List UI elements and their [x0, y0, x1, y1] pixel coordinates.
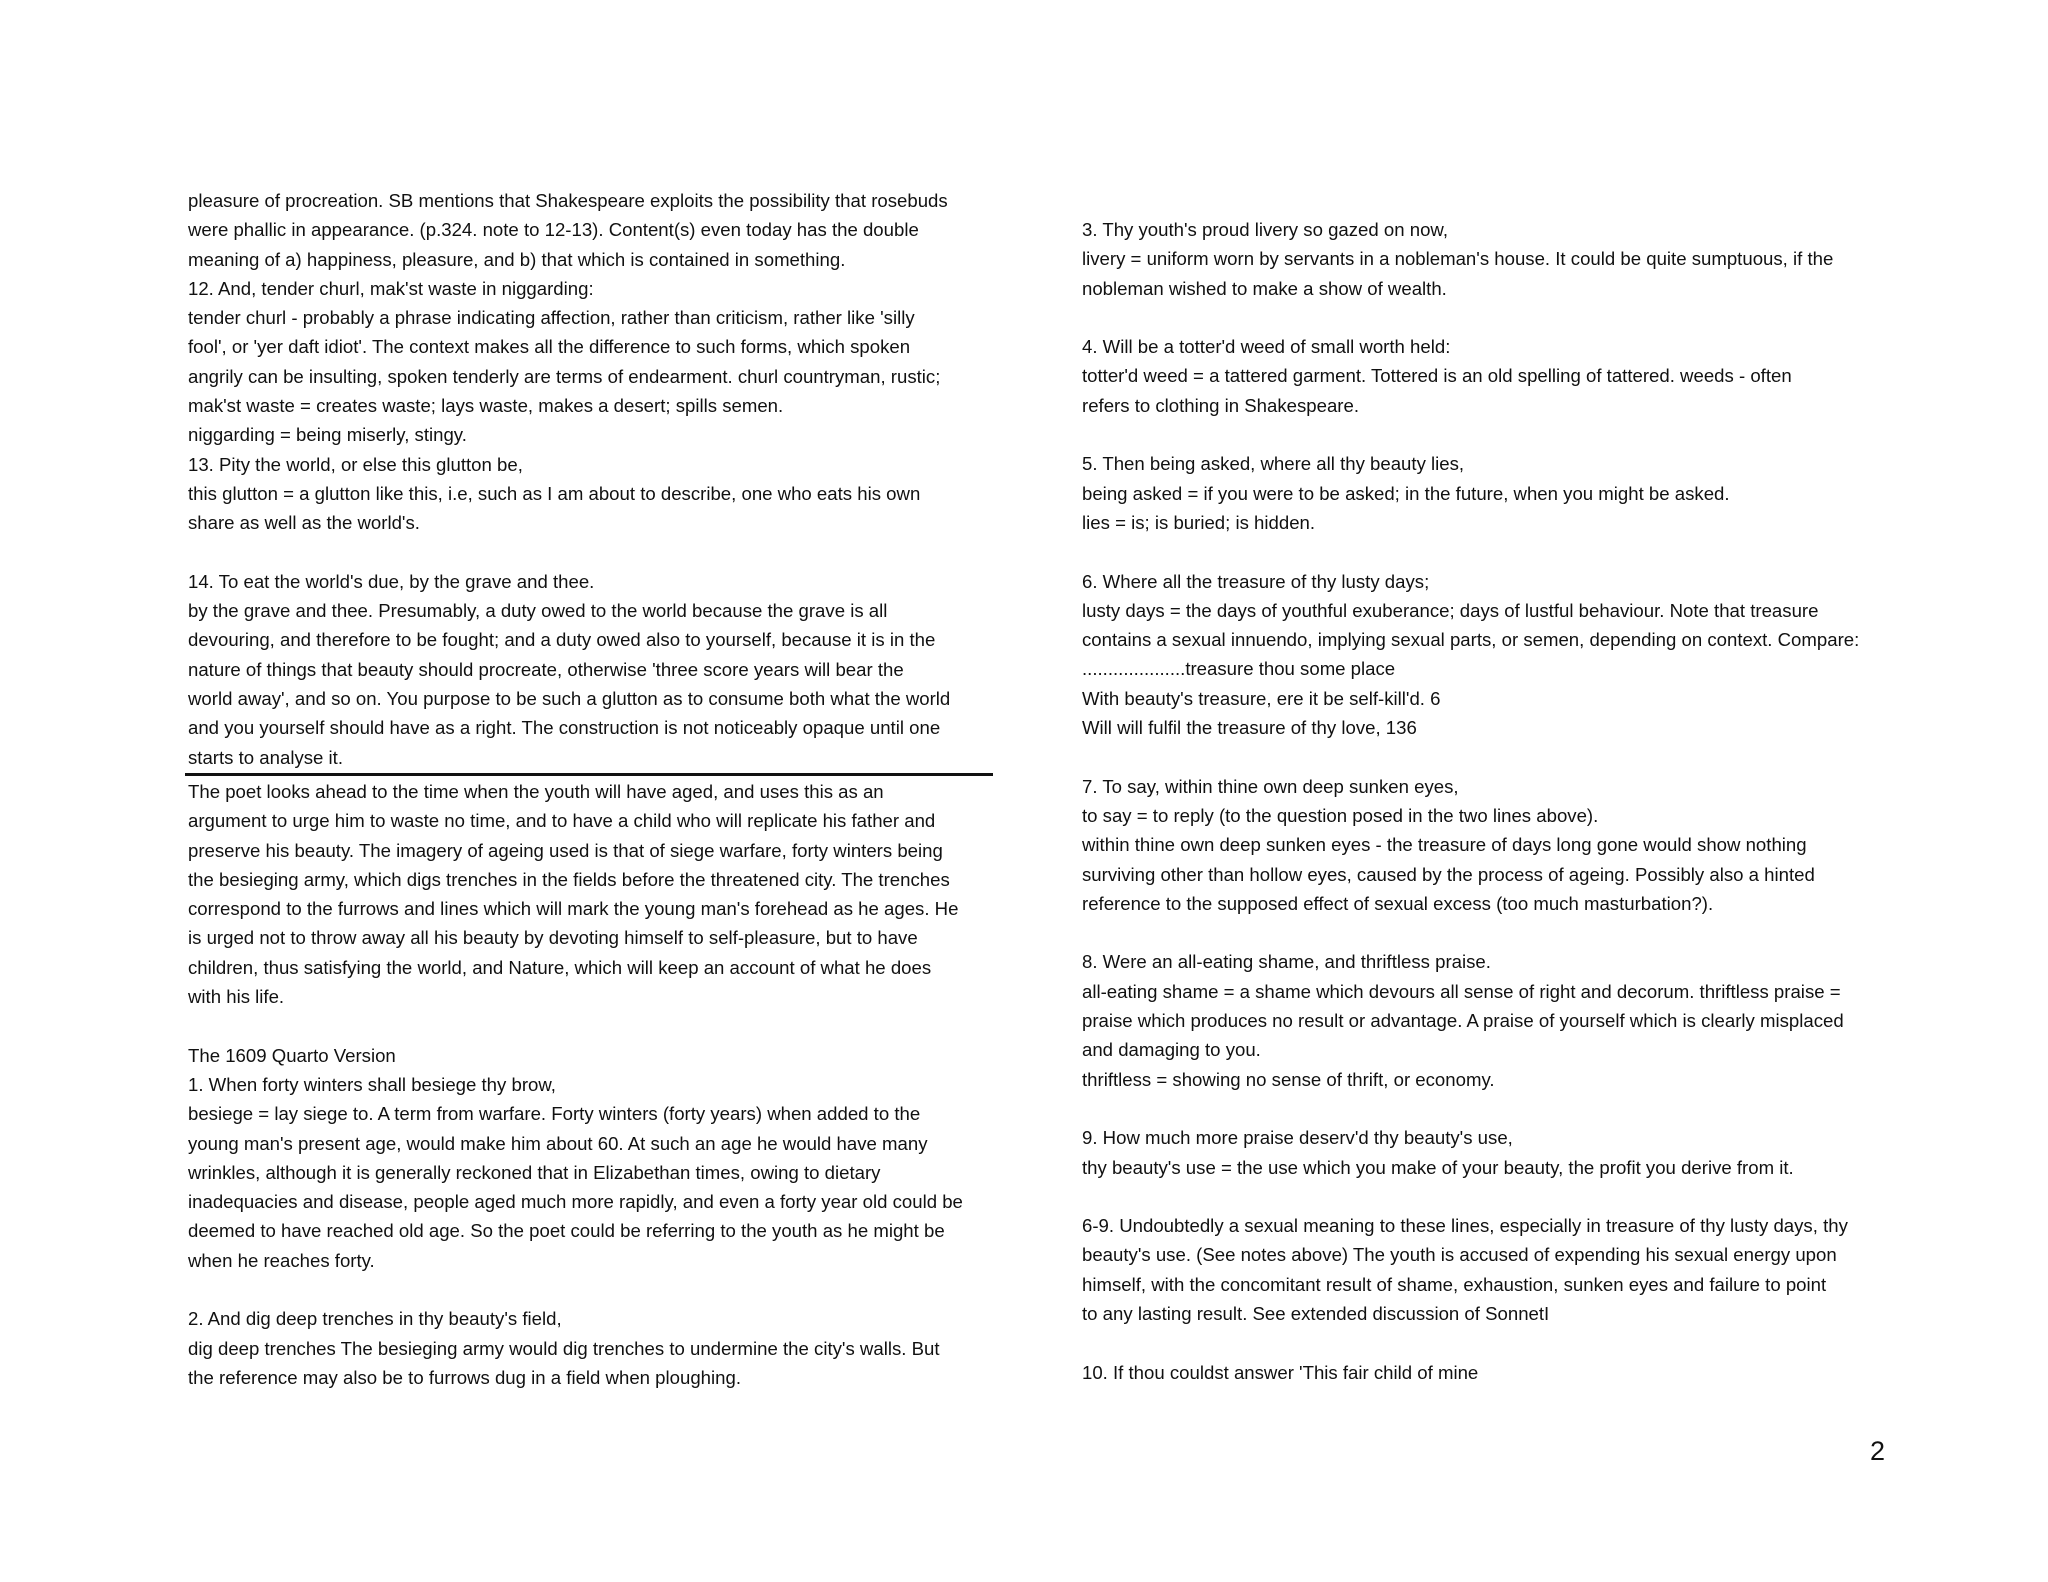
text-line: mak'st waste = creates waste; lays waste, makes a desert; spills semen.: [188, 395, 784, 417]
text-line: deemed to have reached old age. So the poet could be referring to the youth as he might be: [188, 1220, 945, 1242]
text-line: livery = uniform worn by servants in a nobleman's house. It could be quite sumptuous, if the: [1082, 248, 1834, 270]
text-line: 8. Were an all-eating shame, and thriftless praise.: [1082, 951, 1491, 973]
right-column: [1082, 215, 1922, 1387]
text-line: correspond to the furrows and lines which will mark the young man's forehead as he ages. He: [188, 898, 959, 920]
blank-line: [1082, 537, 1922, 566]
text-line: within thine own deep sunken eyes - the treasure of days long gone would show nothing: [1082, 834, 1807, 856]
text-line: Will will fulfil the treasure of thy love, 136: [1082, 717, 1417, 739]
text-line: ....................treasure thou some place: [1082, 658, 1396, 680]
text-line: the besieging army, which digs trenches in the fields before the threatened city. The trenches: [188, 868, 950, 890]
text-line: pleasure of procreation. SB mentions that Shakespeare exploits the possibility that rosebuds: [188, 190, 948, 211]
text-line: surviving other than hollow eyes, caused by the process of ageing. Possibly also a hinted: [1082, 863, 1815, 885]
text-line: 9. How much more praise deserv'd thy beauty's use,: [1082, 1127, 1513, 1149]
text-line: starts to analyse it.: [188, 746, 344, 768]
section-divider: [185, 773, 993, 776]
text-line: 13. Pity the world, or else this glutton be,: [188, 453, 523, 475]
text-line: young man's present age, would make him about 60. At such an age he would have many: [188, 1132, 928, 1154]
text-line: devouring, and therefore to be fought; and a duty owed also to yourself, because it is in the: [188, 629, 936, 651]
text-line: with his life.: [188, 986, 285, 1008]
text-line: inadequacies and disease, people aged much more rapidly, and even a forty year old could be: [188, 1191, 963, 1213]
text-line: and you yourself should have as a right. The construction is not noticeably opaque until one: [188, 717, 941, 739]
text-line: The 1609 Quarto Version: [188, 1044, 396, 1066]
text-line: children, thus satisfying the world, and Nature, which will keep an account of what he does: [188, 956, 932, 978]
text-line: beauty's use. (See notes above) The youth is accused of expending his sexual energy upon: [1082, 1244, 1837, 1266]
text-line: when he reaches forty.: [188, 1249, 375, 1271]
text-line: reference to the supposed effect of sexual excess (too much masturbation?).: [1082, 892, 1714, 914]
text-line: all-eating shame = a shame which devours all sense of right and decorum. thriftless praise =: [1082, 980, 1841, 1002]
blank-line: [188, 1011, 996, 1040]
text-line: The poet looks ahead to the time when the youth will have aged, and uses this as an: [188, 780, 884, 802]
text-line: 4. Will be a totter'd weed of small worth held:: [1082, 336, 1451, 358]
text-line: himself, with the concomitant result of shame, exhaustion, sunken eyes and failure to point: [1082, 1273, 1827, 1295]
blank-line: [1082, 1094, 1922, 1123]
blank-line: [188, 1275, 996, 1304]
text-line: share as well as the world's.: [188, 512, 420, 534]
left-top-block: [188, 186, 996, 772]
text-line: to say = to reply (to the question posed in the two lines above).: [1082, 804, 1599, 826]
text-line: preserve his beauty. The imagery of ageing used is that of siege warfare, forty winters being: [188, 839, 943, 861]
text-line: being asked = if you were to be asked; in the future, when you might be asked.: [1082, 482, 1730, 504]
blank-line: [1082, 742, 1922, 771]
text-line: 10. If thou couldst answer 'This fair child of mine: [1082, 1361, 1479, 1383]
text-line: this glutton = a glutton like this, i.e, such as I am about to describe, one who eats his own: [188, 482, 921, 504]
text-line: praise which produces no result or advantage. A praise of yourself which is clearly misplaced: [1082, 1010, 1844, 1032]
blank-line: [1082, 918, 1922, 947]
text-line: wrinkles, although it is generally reckoned that in Elizabethan times, owing to dietary: [188, 1161, 881, 1183]
text-line: by the grave and thee. Presumably, a duty owed to the world because the grave is all: [188, 600, 888, 622]
blank-line: [1082, 1328, 1922, 1357]
blank-line: [1082, 420, 1922, 449]
text-line: were phallic in appearance. (p.324. note to 12-13). Content(s) even today has the double: [188, 219, 919, 241]
text-line: contains a sexual innuendo, implying sexual parts, or semen, depending on context. Compare:: [1082, 629, 1860, 651]
text-line: 14. To eat the world's due, by the grave and thee.: [188, 570, 595, 592]
blank-line: [1082, 303, 1922, 332]
text-line: to any lasting result. See extended discussion of SonnetI: [1082, 1302, 1550, 1324]
text-line: nobleman wished to make a show of wealth.: [1082, 277, 1447, 299]
text-line: the reference may also be to furrows dug in a field when ploughing.: [188, 1366, 741, 1388]
text-line: and damaging to you.: [1082, 1039, 1261, 1061]
page-number: 2: [1869, 1436, 1885, 1466]
text-line: angrily can be insulting, spoken tenderly are terms of endearment. churl countryman, rustic;: [188, 365, 941, 387]
text-line: argument to urge him to waste no time, and to have a child who will replicate his father and: [188, 810, 936, 832]
text-line: 12. And, tender churl, mak'st waste in niggarding:: [188, 277, 594, 299]
text-line: 5. Then being asked, where all thy beauty lies,: [1082, 453, 1465, 475]
left-column: [188, 186, 996, 1392]
blank-line: [188, 538, 996, 567]
text-line: 6. Where all the treasure of thy lusty days;: [1082, 570, 1430, 592]
text-line: besiege = lay siege to. A term from warfare. Forty winters (forty years) when added to the: [188, 1103, 921, 1125]
text-line: With beauty's treasure, ere it be self-kill'd. 6: [1082, 687, 1441, 709]
text-line: 2. And dig deep trenches in thy beauty's field,: [188, 1308, 562, 1330]
text-line: dig deep trenches The besieging army would dig trenches to undermine the city's walls. But: [188, 1337, 940, 1359]
text-line: 7. To say, within thine own deep sunken eyes,: [1082, 775, 1459, 797]
text-line: thriftless = showing no sense of thrift, or economy.: [1082, 1068, 1495, 1090]
text-line: meaning of a) happiness, pleasure, and b) that which is contained in something.: [188, 248, 846, 270]
text-line: lusty days = the days of youthful exuberance; days of lustful behaviour. Note that treasure: [1082, 599, 1819, 621]
text-line: totter'd weed = a tattered garment. Tottered is an old spelling of tattered. weeds - often: [1082, 365, 1792, 387]
text-line: world away', and so on. You purpose to be such a glutton as to consume both what the world: [188, 688, 951, 710]
text-line: 6-9. Undoubtedly a sexual meaning to these lines, especially in treasure of thy lusty days, thy: [1082, 1215, 1848, 1237]
text-line: 3. Thy youth's proud livery so gazed on now,: [1082, 219, 1449, 240]
blank-line: [1082, 1182, 1922, 1211]
text-line: tender churl - probably a phrase indicating affection, rather than criticism, rather like 'silly: [188, 307, 915, 329]
text-line: thy beauty's use = the use which you make of your beauty, the profit you derive from it.: [1082, 1156, 1794, 1178]
text-line: lies = is; is buried; is hidden.: [1082, 511, 1316, 533]
left-bottom-block: [188, 777, 996, 1392]
text-line: fool', or 'yer daft idiot'. The context makes all the difference to such forms, which spoken: [188, 336, 911, 358]
text-line: 1. When forty winters shall besiege thy brow,: [188, 1073, 556, 1095]
text-line: nature of things that beauty should procreate, otherwise 'three score years will bear the: [188, 658, 904, 680]
text-line: niggarding = being miserly, stingy.: [188, 424, 467, 446]
text-line: is urged not to throw away all his beauty by devoting himself to self-pleasure, but to have: [188, 927, 918, 949]
text-line: refers to clothing in Shakespeare.: [1082, 394, 1359, 416]
